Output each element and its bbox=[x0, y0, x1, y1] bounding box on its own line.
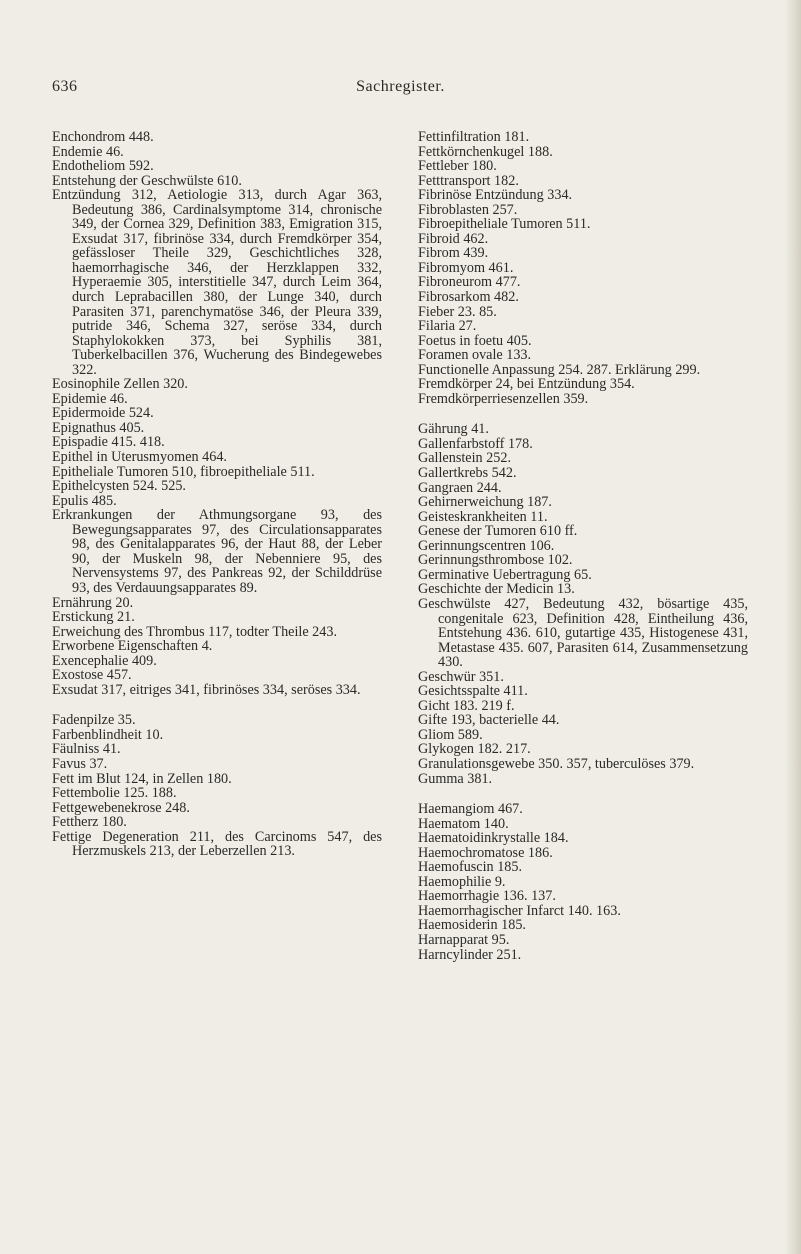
index-entry: Geisteskrankheiten 11. bbox=[418, 508, 548, 525]
index-entry: Erweichung des Thrombus 117, todter Theile 243. bbox=[52, 623, 338, 640]
index-entry: Glykogen 182. 217. bbox=[418, 741, 531, 758]
index-entry: Fibroepitheliale Tumoren 511. bbox=[418, 216, 591, 233]
index-entry: Fibroid 462. bbox=[418, 230, 489, 247]
index-entry: Ernährung 20. bbox=[52, 594, 134, 611]
index-entry: Fettkörnchenkugel 188. bbox=[418, 143, 553, 160]
index-entry: Harncylinder 251. bbox=[418, 946, 522, 963]
index-column-left bbox=[52, 130, 382, 859]
index-entry: Germinative Uebertragung 65. bbox=[418, 566, 592, 583]
index-entry: Exencephalie 409. bbox=[52, 652, 157, 669]
index-entry: Gerinnungscentren 106. bbox=[418, 537, 555, 554]
index-entry: Fettembolie 125. 188. bbox=[52, 785, 177, 802]
index-entry: Fibromyom 461. bbox=[418, 259, 514, 276]
index-entry: Haemangiom 467. bbox=[418, 801, 523, 818]
section-gap bbox=[52, 697, 382, 713]
section-gap bbox=[418, 406, 748, 422]
index-entry: Epidemie 46. bbox=[52, 390, 128, 407]
index-entry: Eosinophile Zellen 320. bbox=[52, 376, 188, 393]
index-entry: Haemofuscin 185. bbox=[418, 859, 523, 876]
index-entry: Farbenblindheit 10. bbox=[52, 726, 164, 743]
index-entry: Haemosiderin 185. bbox=[418, 917, 526, 934]
index-entry: Filaria 27. bbox=[418, 318, 477, 335]
index-entry: Haematom 140. bbox=[418, 815, 509, 832]
index-entry: Geschwülste 427, Bedeutung 432, bösartige 435, congenitale 623, Definition 428, Eintheilung 436, Entstehung 436. 610, gutartige 435, Histogenese 431, Metastase 435. 607, Parasiten 614, Zusammensetzung 430. bbox=[418, 595, 748, 671]
index-entry: Haemophilie 9. bbox=[418, 873, 506, 890]
index-entry: Epidermoide 524. bbox=[52, 405, 154, 422]
index-entry: Fettleber 180. bbox=[418, 158, 497, 175]
index-entry: Fäulniss 41. bbox=[52, 741, 121, 758]
index-entry: Granulationsgewebe 350. 357, tuberculöses 379. bbox=[418, 755, 695, 772]
index-entry: Exostose 457. bbox=[52, 667, 132, 684]
index-column-right bbox=[418, 130, 748, 962]
section-gap bbox=[418, 786, 748, 802]
index-entry: Fibrosarkom 482. bbox=[418, 289, 519, 306]
index-entry: Erworbene Eigenschaften 4. bbox=[52, 638, 213, 655]
index-entry: Fibroneurom 477. bbox=[418, 274, 521, 291]
index-entry: Haemorrhagie 136. 137. bbox=[418, 888, 556, 905]
index-entry: Gifte 193, bacterielle 44. bbox=[418, 712, 560, 729]
index-entry: Fibroblasten 257. bbox=[418, 201, 518, 218]
index-entry: Gesichtsspalte 411. bbox=[418, 683, 528, 700]
index-entry: Epithel in Uterusmyomen 464. bbox=[52, 449, 227, 466]
index-entry: Fettgewebenekrose 248. bbox=[52, 799, 190, 816]
index-entry: Favus 37. bbox=[52, 755, 108, 772]
index-entry: Erstickung 21. bbox=[52, 609, 135, 626]
index-entry: Fetttransport 182. bbox=[418, 172, 519, 189]
index-entry: Fremdkörperriesenzellen 359. bbox=[418, 390, 589, 407]
index-entry: Epitheliale Tumoren 510, fibroepitheliale 511. bbox=[52, 463, 315, 480]
index-entry: Fettherz 180. bbox=[52, 814, 127, 831]
index-entry: Fibrinöse Entzündung 334. bbox=[418, 187, 573, 204]
index-entry: Gicht 183. 219 f. bbox=[418, 697, 515, 714]
index-entry: Geschichte der Medicin 13. bbox=[418, 581, 575, 598]
index-entry: Gerinnungsthrombose 102. bbox=[418, 552, 573, 569]
index-entry: Gumma 381. bbox=[418, 770, 493, 787]
index-entry: Functionelle Anpassung 254. 287. Erklärung 299. bbox=[418, 361, 701, 378]
index-entry: Harnapparat 95. bbox=[418, 931, 510, 948]
index-entry: Gallenstein 252. bbox=[418, 450, 511, 467]
index-entry: Entzündung 312, Aetiologie 313, durch Agar 363, Bedeutung 386, Cardinalsymptome 314, chronische 349, der Cornea 329, Definition 383, Emigration 315, Exsudat 317, fibrinöse 334, durch Fremdkörper 354, gefässloser Theile 329, Geschichtliches 328, haemorrhagische 346, der Herzklappen 332, Hyperaemie 305, interstitielle 347, durch Leim 364, durch Leprabacillen 380, der Lunge 340, durch Parasiten 371, parenchymatöse 346, der Pleura 339, putride 346, Schema 327, seröse 334, durch Staphylokokken 373, bei Syphilis 381, Tuberkelbacillen 376, Wucherung des Bindegewebes 322. bbox=[52, 187, 382, 378]
page-edge-shadow bbox=[785, 0, 801, 1254]
index-entry: Fettige Degeneration 211, des Carcinoms 547, des Herzmuskels 213, der Leberzellen 213. bbox=[52, 828, 382, 860]
index-entry: Gangraen 244. bbox=[418, 479, 502, 496]
index-entry: Haemorrhagischer Infarct 140. 163. bbox=[418, 902, 621, 919]
index-entry: Entstehung der Geschwülste 610. bbox=[52, 172, 242, 189]
page-header bbox=[0, 78, 801, 102]
index-entry: Fadenpilze 35. bbox=[52, 712, 136, 729]
index-entry: Fremdkörper 24, bei Entzündung 354. bbox=[418, 376, 635, 393]
index-entry: Gallertkrebs 542. bbox=[418, 465, 517, 482]
index-entry: Fettinfiltration 181. bbox=[418, 129, 530, 145]
index-entry: Erkrankungen der Athmungsorgane 93, des Bewegungsapparates 97, des Circulationsapparates 98, des Genitalapparates 96, der Haut 88, der Leber 90, der Muskeln 98, der Nebenniere 95, des Nervensystems 97, des Pankreas 92, der Schilddrüse 93, des Verdauungsapparates 89. bbox=[52, 507, 382, 596]
index-entry: Haematoidinkrystalle 184. bbox=[418, 830, 569, 847]
index-entry: Geschwür 351. bbox=[418, 668, 504, 685]
index-entry: Endemie 46. bbox=[52, 143, 124, 160]
index-entry: Endotheliom 592. bbox=[52, 158, 154, 175]
page-number: 636 bbox=[52, 78, 78, 95]
index-entry: Exsudat 317, eitriges 341, fibrinöses 334, seröses 334. bbox=[52, 681, 361, 698]
index-entry: Gährung 41. bbox=[418, 421, 489, 438]
index-entry: Fett im Blut 124, in Zellen 180. bbox=[52, 770, 232, 787]
index-entry: Gallenfarbstoff 178. bbox=[418, 435, 533, 452]
index-entry: Gliom 589. bbox=[418, 726, 483, 743]
index-entry: Foetus in foetu 405. bbox=[418, 332, 532, 349]
index-entry: Fieber 23. 85. bbox=[418, 303, 497, 320]
index-entry: Haemochromatose 186. bbox=[418, 844, 553, 861]
index-entry: Foramen ovale 133. bbox=[418, 347, 532, 364]
page-title: Sachregister. bbox=[356, 78, 445, 95]
index-entry: Epulis 485. bbox=[52, 492, 117, 509]
index-entry: Epispadie 415. 418. bbox=[52, 434, 165, 451]
index-entry: Epignathus 405. bbox=[52, 419, 145, 436]
index-entry: Fibrom 439. bbox=[418, 245, 489, 262]
index-entry: Gehirnerweichung 187. bbox=[418, 494, 552, 511]
index-entry: Genese der Tumoren 610 ff. bbox=[418, 523, 578, 540]
index-entry: Enchondrom 448. bbox=[52, 129, 154, 145]
index-entry: Epithelcysten 524. 525. bbox=[52, 478, 186, 495]
